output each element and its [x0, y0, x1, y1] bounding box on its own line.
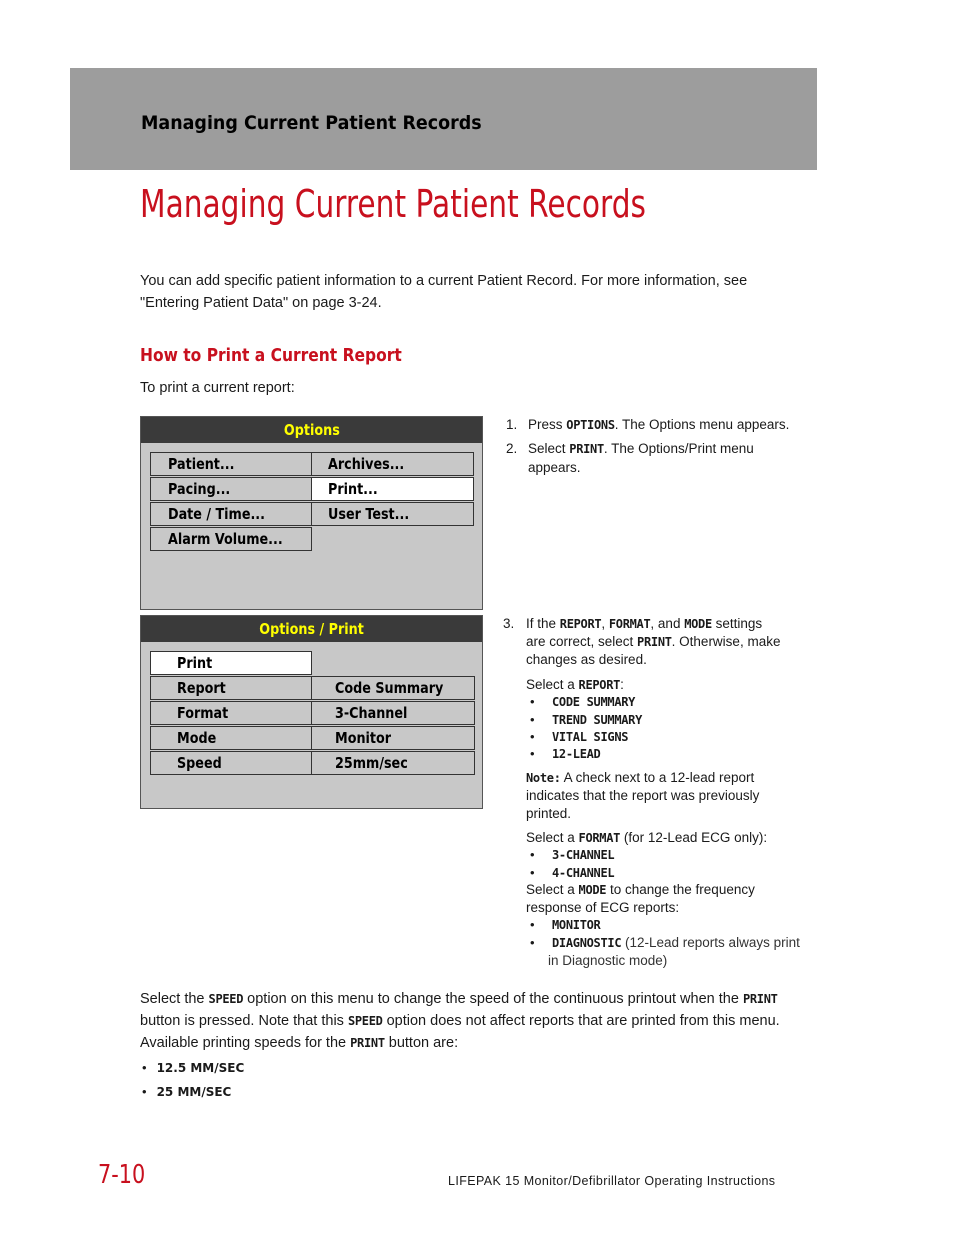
menu-item-date-time: Date / Time... — [150, 502, 312, 526]
options-menu-title: Options — [283, 421, 340, 439]
menu-item-speed: Speed — [150, 751, 312, 775]
intro-paragraph: You can add specific patient information to a current Patient Record. For more information, see "Entering Patient Data" on page 3-24. — [140, 273, 748, 311]
page-title: Managing Current Patient Records — [140, 182, 646, 226]
menu-value-mode: Monitor — [311, 726, 475, 750]
menu-item-archives: Archives... — [311, 452, 474, 476]
menu-item-format: Format — [150, 701, 312, 725]
note: Note: A check next to a 12-lead report — [526, 770, 755, 785]
page-number: 7-10 — [98, 1160, 146, 1190]
print-menu-screenshot — [140, 615, 483, 809]
section-heading: How to Print a Current Report — [140, 345, 402, 366]
menu-item-alarm-volume: Alarm Volume... — [150, 527, 312, 551]
options-menu-title-bar — [141, 417, 482, 443]
speed-option: • 12.5 MM/SEC — [142, 1060, 245, 1075]
menu-item-report: Report — [150, 676, 312, 700]
options-menu-screenshot — [140, 416, 483, 610]
section-lead: To print a current report: — [140, 380, 295, 396]
menu-item-pacing: Pacing... — [150, 477, 312, 501]
menu-item-print-action: Print — [150, 651, 312, 675]
menu-item-mode: Mode — [150, 726, 312, 750]
footer-title: LIFEPAK 15 Monitor/Defibrillator Operating Instructions — [448, 1174, 776, 1188]
menu-value-speed: 25mm/sec — [311, 751, 475, 775]
menu-item-patient: Patient... — [150, 452, 312, 476]
speed-paragraph: Select the SPEED option on this menu to change the speed of the continuous printout when the PRINT button is pressed. Note that this SPEED option does not affect reports that are printed from this menu. Available printing speeds for the PRINT button are: — [140, 991, 780, 1051]
menu-value-report: Code Summary — [311, 676, 475, 700]
print-menu-title: Options / Print — [259, 620, 364, 638]
menu-item-user-test: User Test... — [311, 502, 474, 526]
speed-option: • 25 MM/SEC — [142, 1084, 232, 1099]
menu-value-format: 3-Channel — [311, 701, 475, 725]
menu-item-print: Print... — [311, 477, 474, 501]
header-title: Managing Current Patient Records — [141, 112, 482, 134]
print-menu-title-bar — [141, 616, 482, 642]
